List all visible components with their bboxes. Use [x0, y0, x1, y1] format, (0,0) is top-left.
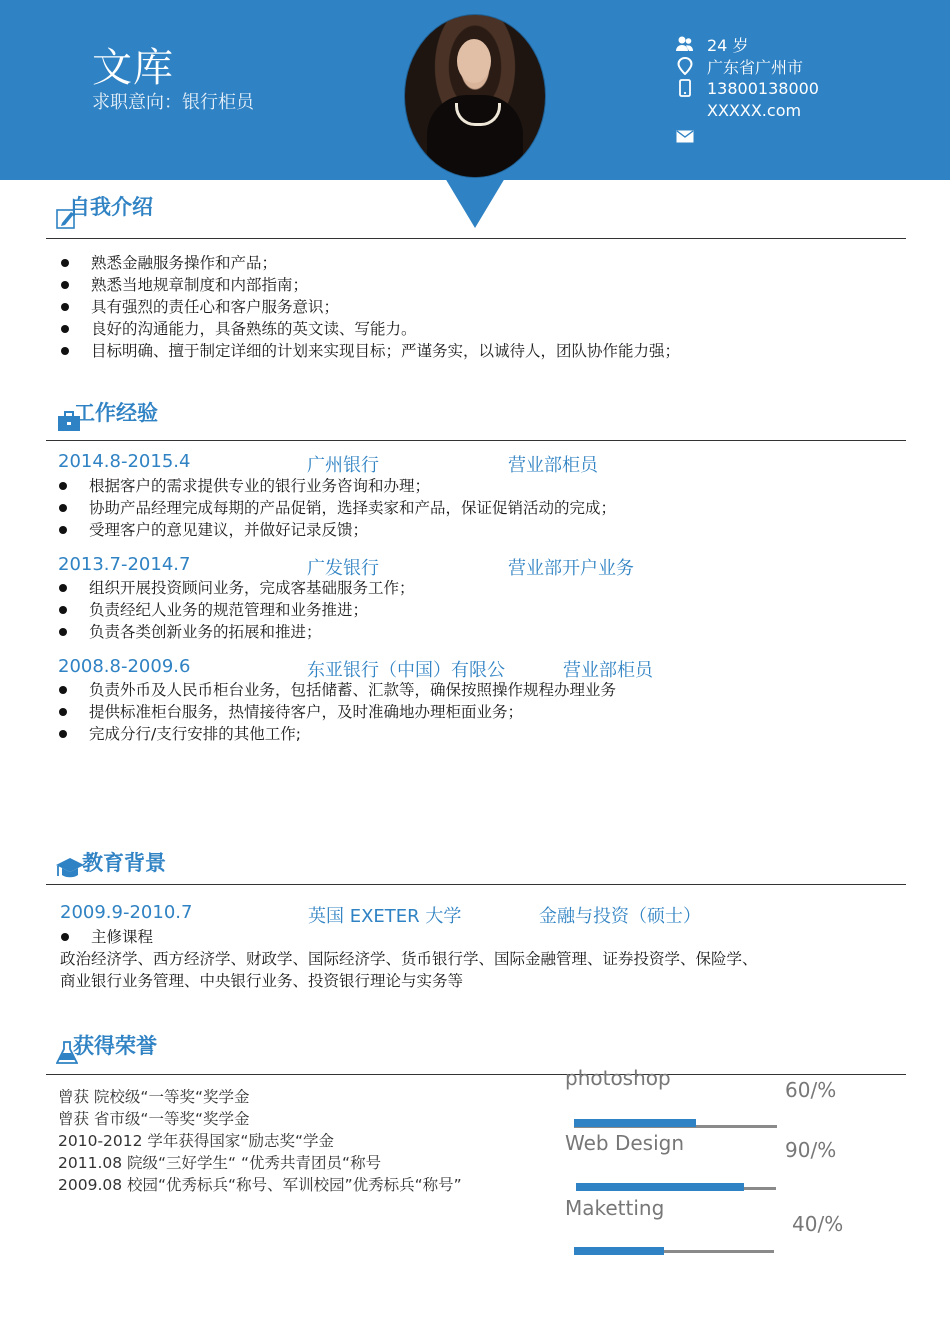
list-item: 负责各类创新业务的拓展和推进； [56, 621, 415, 643]
contact-location [676, 56, 803, 76]
job-company: 广发银行 [307, 558, 379, 579]
contact-website [676, 100, 801, 120]
edu-period: 2009.9-2010.7 [60, 902, 193, 923]
user-icon [676, 35, 694, 53]
job-intent: 求职意向：银行柜员 [92, 92, 254, 113]
job-duties-list [56, 577, 415, 643]
mail-icon [676, 127, 694, 145]
list-item: 具有强烈的责任心和客户服务意识； [58, 296, 680, 318]
contact-age [676, 34, 748, 54]
edu-major: 金融与投资（硕士） [539, 906, 701, 927]
skill-name: photoshop [565, 1066, 671, 1090]
job-company: 东亚银行（中国）有限公 [307, 660, 505, 681]
honor-item: 曾获 院校级“一等奖“奖学金 [58, 1088, 250, 1106]
edu-school: 英国 EXETER 大学 [308, 906, 462, 927]
list-item: 根据客户的需求提供专业的银行业务咨询和办理； [56, 475, 616, 497]
location-pin-icon [676, 57, 694, 75]
list-item: 负责外币及人民币柜台业务，包括储蓄、汇款等，确保按照操作规程办理业务 [56, 679, 616, 701]
divider [46, 1074, 906, 1075]
contact-website-text: XXXXX.com [707, 100, 802, 120]
skill-name: Maketting [565, 1196, 665, 1220]
skill-percent: 40/% [792, 1212, 844, 1236]
job-position: 营业部柜员 [563, 660, 653, 681]
candidate-name: 文库 [92, 45, 174, 91]
skill-percent: 60/% [785, 1078, 837, 1102]
list-item: 熟悉金融服务操作和产品； [58, 252, 680, 274]
self-intro-list [58, 252, 680, 362]
contact-age-text: 24 岁 [707, 35, 749, 55]
contact-phone-text: 13800138000 [707, 78, 819, 98]
honor-item: 2010-2012 学年获得国家“励志奖“学金 [58, 1132, 334, 1150]
header-pointer [445, 178, 505, 228]
edu-course-list [58, 926, 153, 948]
edu-courses-line: 政治经济学、西方经济学、财政学、国际经济学、货币银行学、国际金融管理、证券投资学、保险学、 [60, 950, 758, 968]
skill-bar-fill [574, 1119, 696, 1127]
divider [46, 440, 906, 441]
section-title-self-intro: 自我介绍 [69, 195, 153, 219]
contact-location-text: 广东省广州市 [707, 57, 804, 77]
list-item: 组织开展投资顾问业务，完成客基础服务工作； [56, 577, 415, 599]
skill-bar-fill [576, 1183, 744, 1191]
job-period: 2014.8-2015.4 [58, 451, 191, 472]
list-item: 完成分行/支行安排的其他工作; [56, 723, 616, 745]
section-title-education: 教育背景 [82, 851, 166, 875]
phone-icon [676, 79, 694, 97]
list-item: 熟悉当地规章制度和内部指南； [58, 274, 680, 296]
contact-phone [676, 78, 819, 98]
section-title-work: 工作经验 [74, 401, 158, 425]
list-item: 主修课程 [58, 926, 153, 948]
job-duties-list [56, 475, 616, 541]
honor-item: 曾获 省市级“一等奖“奖学金 [58, 1110, 250, 1128]
job-period: 2008.8-2009.6 [58, 656, 191, 677]
list-item: 良好的沟通能力，具备熟练的英文读、写能力。 [58, 318, 680, 340]
profile-photo [404, 14, 546, 178]
job-company: 广州银行 [307, 455, 379, 476]
list-item: 目标明确、擅于制定详细的计划来实现目标；严谨务实，以诚待人，团队协作能力强； [58, 340, 680, 362]
job-position: 营业部柜员 [508, 455, 598, 476]
skill-bar-fill [574, 1247, 664, 1255]
honor-item: 2009.08 校园“优秀标兵“称号、军训校园”优秀标兵“称号” [58, 1176, 462, 1194]
job-duties-list [56, 679, 616, 745]
skill-name: Web Design [565, 1131, 685, 1155]
list-item: 协助产品经理完成每期的产品促销，选择卖家和产品，保证促销活动的完成； [56, 497, 616, 519]
list-item: 提供标准柜台服务，热情接待客户，及时准确地办理柜面业务； [56, 701, 616, 723]
list-item: 负责经纪人业务的规范管理和业务推进； [56, 599, 415, 621]
job-position: 营业部开户业务 [508, 558, 634, 579]
edu-courses-line: 商业银行业务管理、中央银行业务、投资银行理论与实务等 [60, 972, 464, 990]
list-item: 受理客户的意见建议，并做好记录反馈； [56, 519, 616, 541]
honor-item: 2011.08 院级“三好学生“ “优秀共青团员“称号 [58, 1154, 382, 1172]
divider [46, 238, 906, 239]
skill-percent: 90/% [785, 1138, 837, 1162]
contact-mail [676, 126, 707, 146]
section-title-honors: 获得荣誉 [73, 1034, 157, 1058]
job-period: 2013.7-2014.7 [58, 554, 191, 575]
divider [46, 884, 906, 885]
